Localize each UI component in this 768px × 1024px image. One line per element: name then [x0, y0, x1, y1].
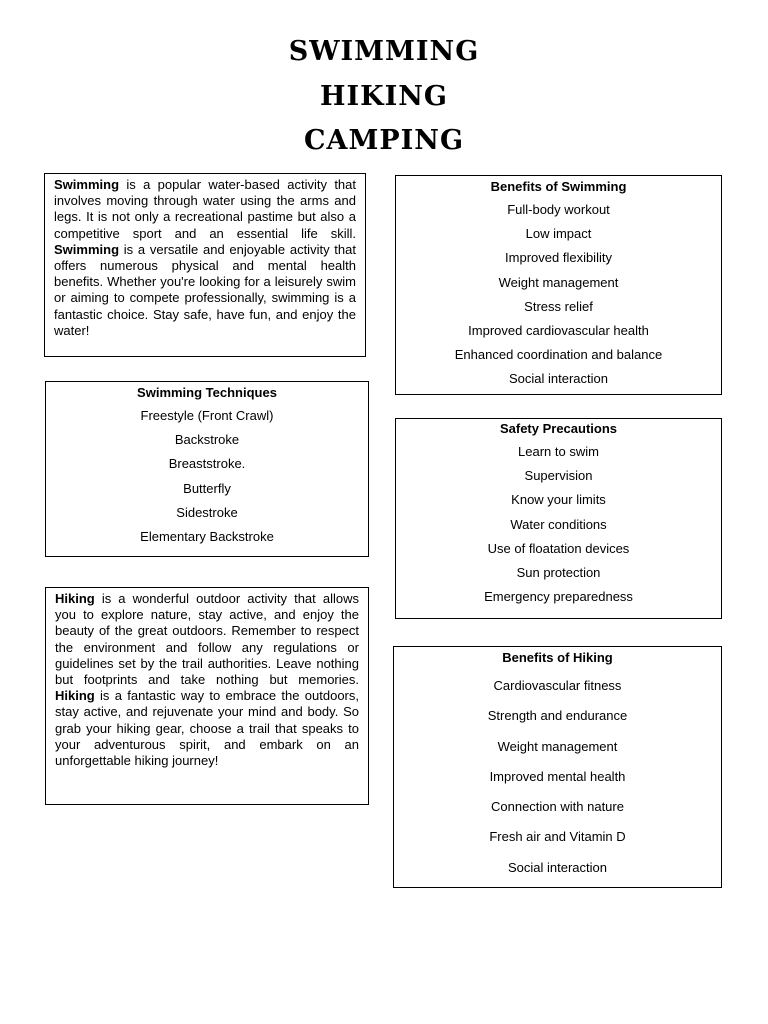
- benefits-swimming-title: Benefits of Swimming: [490, 179, 627, 194]
- list-item: Learn to swim: [518, 444, 599, 459]
- hiking-intro-box: [45, 587, 369, 805]
- swimming-text-1: is a popular water-based activity that involves moving through water using the arms and legs. It is not only a recreational pastime but also a competitive sport and an essential life skill.: [54, 177, 356, 241]
- benefits-swimming-box: [395, 175, 722, 395]
- hiking-bold-1: Hiking: [55, 591, 95, 606]
- list-item: Water conditions: [510, 516, 607, 532]
- list-item: Stress relief: [524, 298, 593, 314]
- list-item: Strength and endurance: [487, 708, 628, 724]
- hiking-text-1: is a wonderful outdoor activity that allows you to explore nature, stay active, and enjoy the beauty of the great outdoors. Remember to respect the environment and follow any regulations or guidelines set by the trail authorities. Leave nothing but footprints and take nothing but memories.: [55, 591, 359, 688]
- list-item: Improved cardiovascular health: [468, 323, 649, 339]
- list-item: Social interaction: [509, 371, 608, 387]
- list-item: Cardiovascular fitness: [493, 678, 622, 693]
- safety-precautions-box: [395, 418, 722, 619]
- swimming-techniques-box: [45, 381, 369, 557]
- swimming-bold-1: Swimming: [54, 177, 120, 192]
- hiking-bold-2: Hiking: [55, 688, 95, 704]
- list-item: Sidestroke: [176, 504, 238, 520]
- list-item: Low impact: [525, 226, 592, 242]
- list-item: Fresh air and Vitamin D: [489, 829, 626, 845]
- list-item: Emergency preparedness: [484, 589, 633, 605]
- swimming-intro-text: [45, 174, 365, 339]
- list-item: Backstroke: [174, 432, 240, 448]
- swimming-intro-box: [44, 173, 366, 357]
- list-item: Weight management: [498, 274, 619, 290]
- title-swimming: SWIMMING: [288, 36, 480, 67]
- hiking-intro-text: [46, 588, 368, 769]
- title-camping: CAMPING: [304, 125, 464, 156]
- list-item: Improved flexibility: [505, 250, 612, 266]
- list-item: Elementary Backstroke: [140, 529, 274, 545]
- swimming-text-2: is a versatile and enjoyable activity that offers numerous physical and mental health benefits. Whether you're looking for a leisurely swim or aiming to compete professionally, swimming is a fantastic choice. Stay safe, have fun, and enjoy the water!: [54, 241, 356, 338]
- benefits-swimming-list: [396, 198, 721, 392]
- list-item: Supervision: [524, 468, 593, 484]
- safety-precautions-list: [396, 440, 721, 609]
- list-item: Full-body workout: [507, 202, 610, 217]
- list-item: Improved mental health: [489, 768, 626, 784]
- title-hiking: HIKING: [320, 81, 448, 112]
- swimming-techniques-list: [46, 404, 368, 549]
- list-item: Use of floatation devices: [487, 540, 630, 556]
- list-item: Know your limits: [511, 492, 606, 508]
- list-item: Sun protection: [516, 565, 601, 581]
- safety-precautions-title: Safety Precautions: [499, 421, 618, 436]
- list-item: Enhanced coordination and balance: [454, 347, 663, 363]
- swimming-bold-2: Swimming: [54, 241, 120, 257]
- benefits-hiking-list: [394, 671, 721, 883]
- list-item: Breaststroke.: [168, 456, 246, 472]
- list-item: Weight management: [497, 738, 618, 754]
- list-item: Freestyle (Front Crawl): [140, 408, 274, 423]
- list-item: Social interaction: [508, 859, 607, 875]
- benefits-hiking-title: Benefits of Hiking: [502, 650, 613, 665]
- swimming-techniques-title: Swimming Techniques: [137, 385, 277, 400]
- benefits-hiking-box: [393, 646, 722, 888]
- list-item: Butterfly: [183, 480, 231, 496]
- list-item: Connection with nature: [491, 799, 624, 815]
- hiking-text-2: is a fantastic way to embrace the outdoors, stay active, and rejuvenate your mind and body. So grab your hiking gear, choose a trail that speaks to your adventurous spirit, and embark on an unforgettable hiking journey!: [55, 688, 359, 769]
